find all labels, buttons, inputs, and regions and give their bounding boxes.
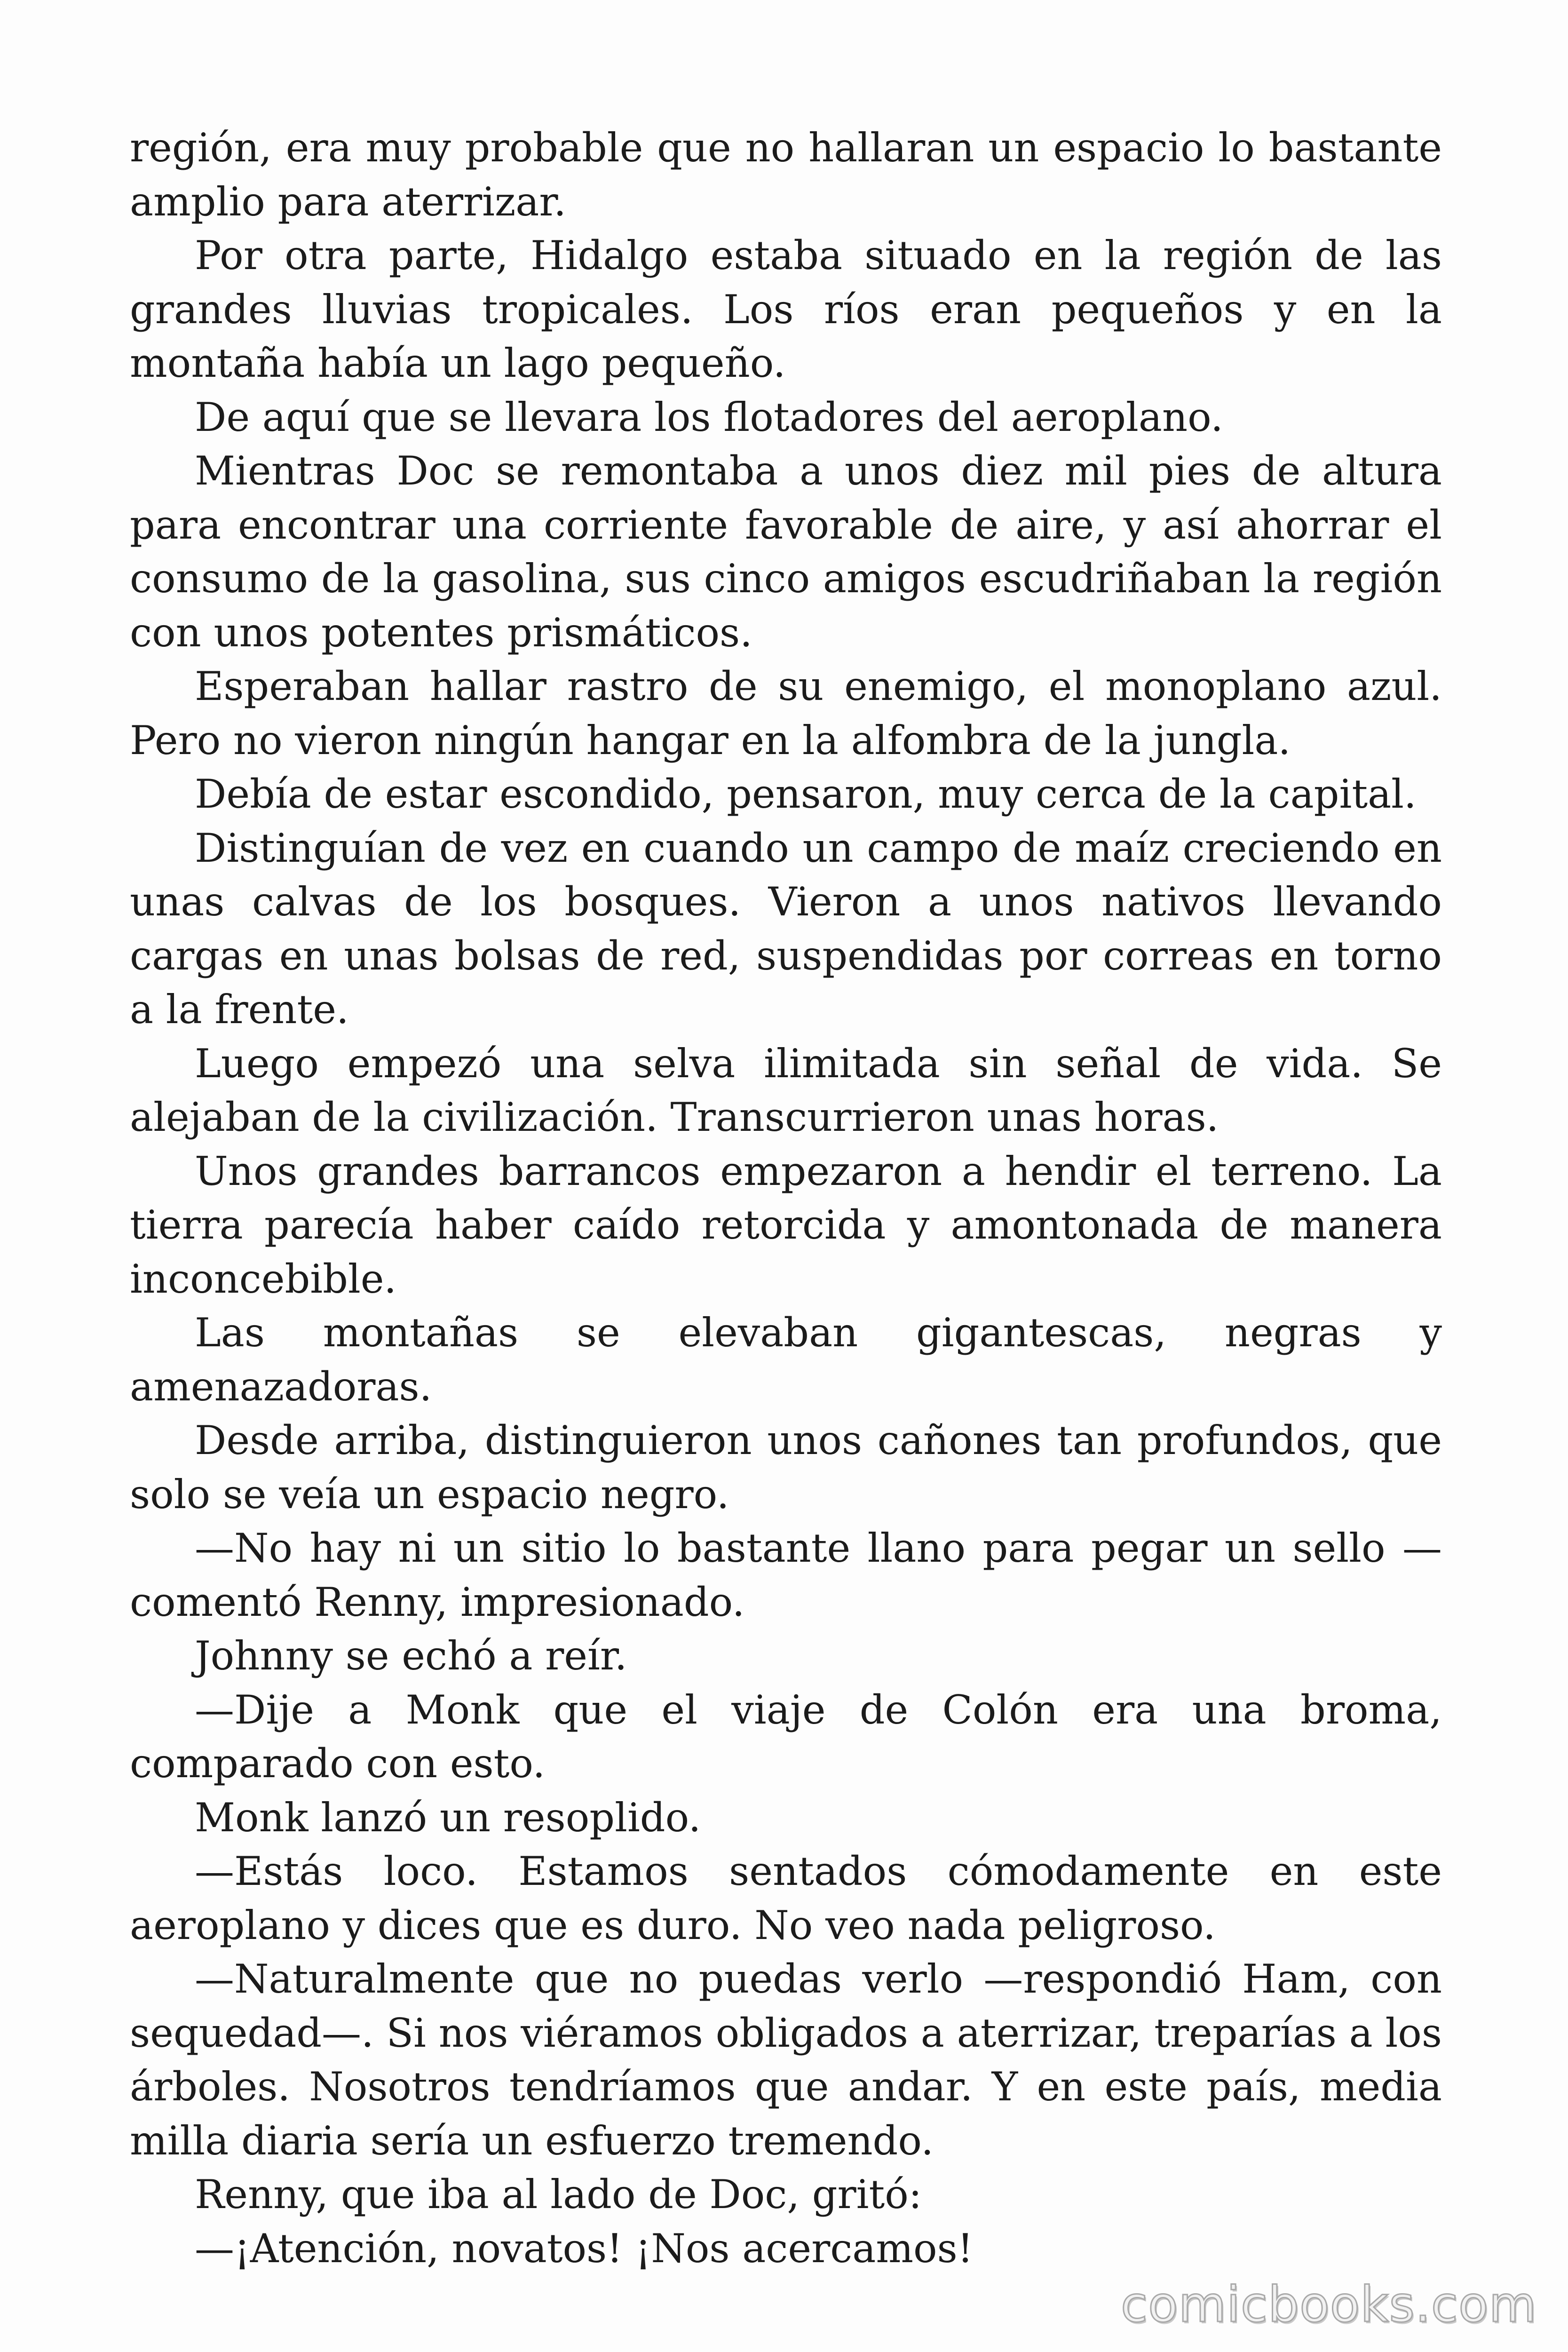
paragraph-19: —¡Atención, novatos! ¡Nos acercamos! — [195, 2225, 974, 2272]
paragraph-14: —Dije a Monk que el viaje de Colón era una broma, comparado con esto. — [130, 1686, 1442, 1787]
paragraph-9: Unos grandes barrancos empezaron a hendir el terreno. La tierra parecía haber caído retorcida y amontonada de manera inconcebible. — [130, 1148, 1442, 1302]
paragraph-6: Debía de estar escondido, pensaron, muy cerca de la capital. — [195, 771, 1417, 817]
paragraph-18: Renny, que iba al lado de Doc, gritó: — [195, 2171, 922, 2217]
paragraph-12: —No hay ni un sitio lo bastante llano para pegar un sello —comentó Renny, impresionado. — [130, 1525, 1442, 1625]
paragraph-2: Por otra parte, Hidalgo estaba situado en la región de las grandes lluvias tropicales. Los ríos eran pequeños y en la montaña había un lago pequeño. — [130, 232, 1442, 386]
body-text — [130, 121, 1442, 2275]
paragraph-1: región, era muy probable que no hallaran un espacio lo bastante amplio para aterrizar. — [130, 125, 1442, 225]
paragraph-5: Esperaban hallar rastro de su enemigo, el monoplano azul. Pero no vieron ningún hangar en la alfombra de la jungla. — [130, 663, 1442, 763]
paragraph-15: Monk lanzó un resoplido. — [195, 1794, 701, 1841]
paragraph-16: —Estás loco. Estamos sentados cómodamente en este aeroplano y dices que es duro. No veo nada peligroso. — [130, 1848, 1442, 1948]
paragraph-10: Las montañas se elevaban gigantescas, negras y amenazadoras. — [130, 1310, 1442, 1410]
paragraph-4: Mientras Doc se remontaba a unos diez mil pies de altura para encontrar una corriente favorable de aire, y así ahorrar el consumo de la gasolina, sus cinco amigos escudriñaban la región con unos potentes prismáticos. — [130, 448, 1442, 656]
paragraph-7: Distinguían de vez en cuando un campo de maíz creciendo en unas calvas de los bosques. Vieron a unos nativos llevando cargas en unas bolsas de red, suspendidas por correas en torno a la frente. — [130, 825, 1442, 1033]
paragraph-3: De aquí que se llevara los flotadores del aeroplano. — [195, 394, 1223, 440]
paragraph-13: Johnny se echó a reír. — [195, 1633, 627, 1679]
watermark: comicbooks.com — [1120, 2276, 1537, 2333]
paragraph-17: —Naturalmente que no puedas verlo —respondió Ham, con sequedad—. Si nos viéramos obligados a aterrizar, treparías a los árboles. Nosotros tendríamos que andar. Y en este país, media milla diaria sería un esfuerzo tremendo. — [130, 1956, 1442, 2164]
paragraph-11: Desde arriba, distinguieron unos cañones tan profundos, que solo se veía un espacio negro. — [130, 1417, 1442, 1518]
paragraph-8: Luego empezó una selva ilimitada sin señal de vida. Se alejaban de la civilización. Transcurrieron unas horas. — [130, 1040, 1442, 1140]
